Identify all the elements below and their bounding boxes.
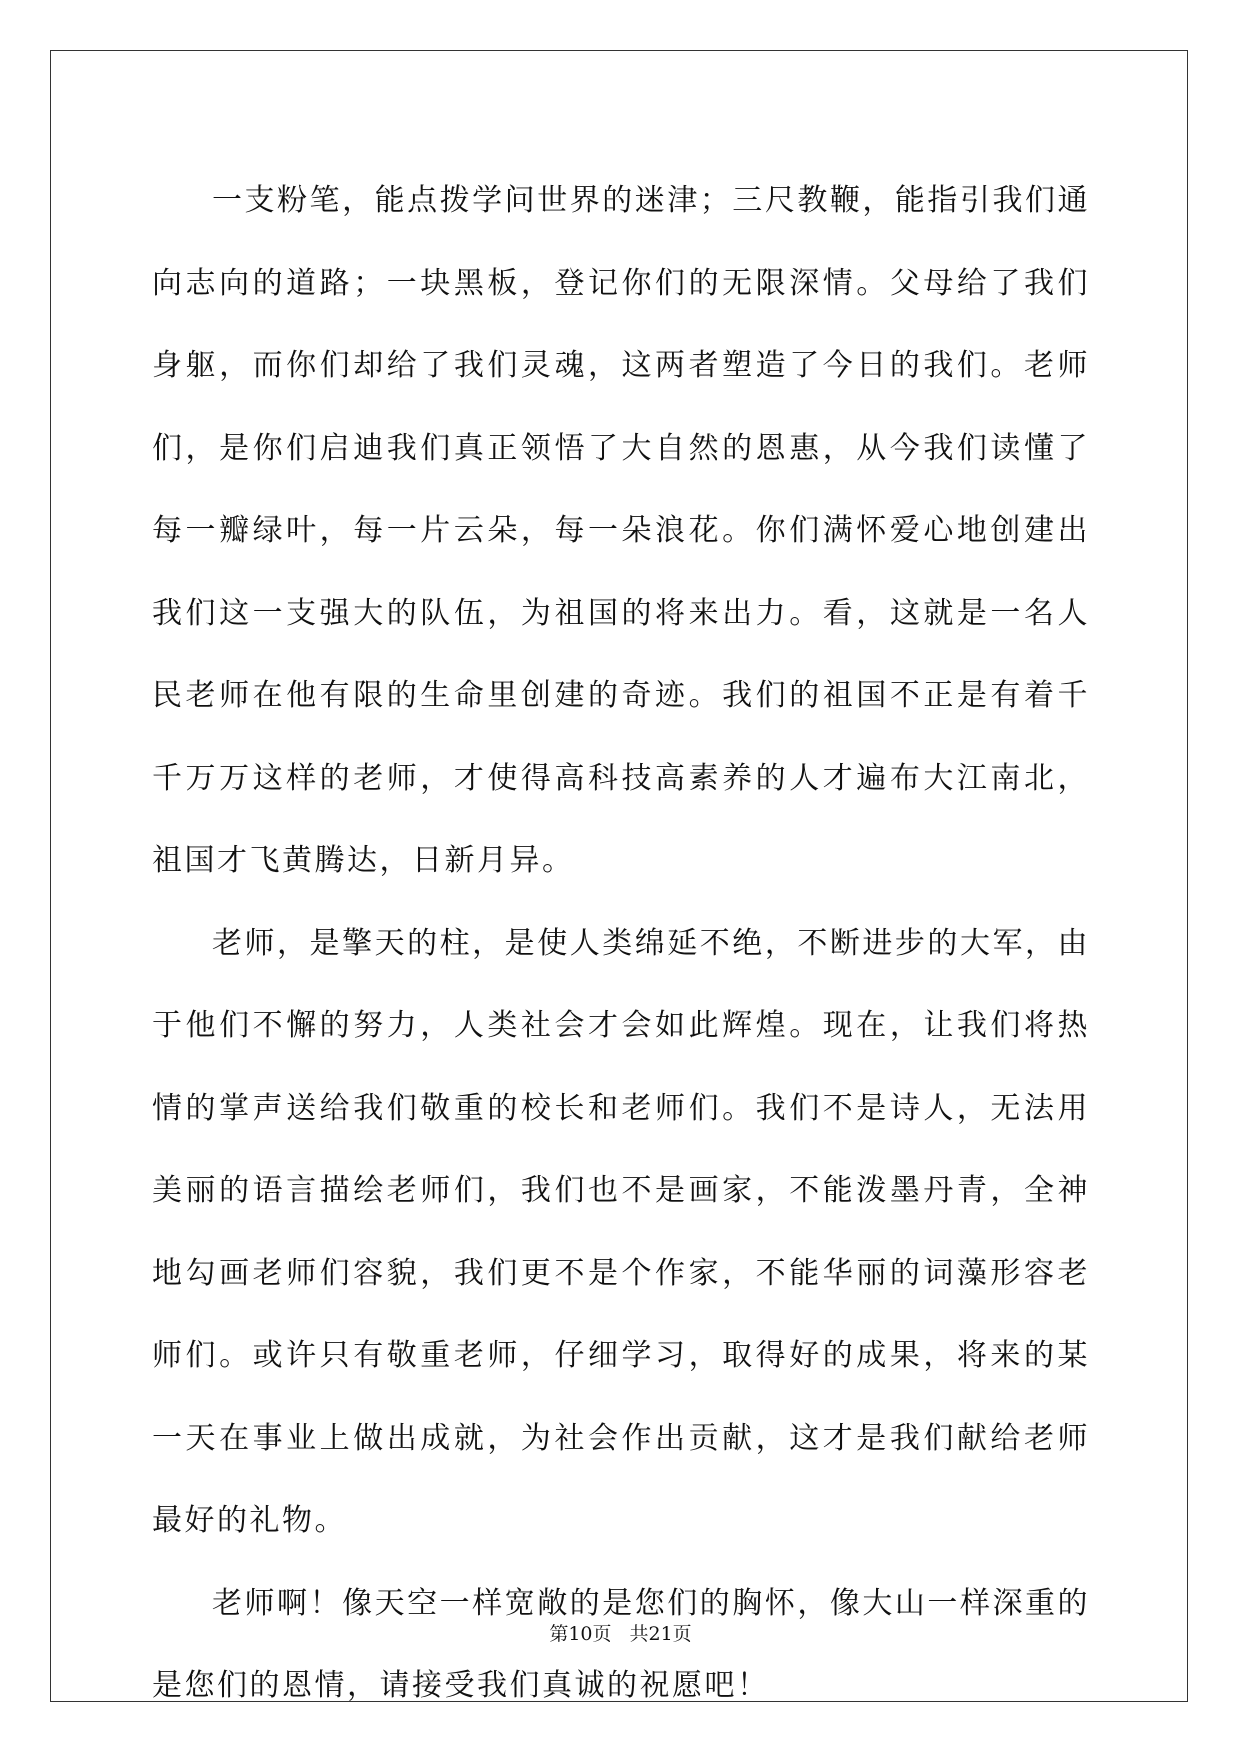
paragraph-2: 老师，是擎天的柱，是使人类绵延不绝，不断进步的大军，由于他们不懈的努力，人类社会才会如此辉煌。现在，让我们将热情的掌声送给我们敬重的校长和老师们。我们不是诗人，无法用美丽的语言描绘老师们，我们也不是画家，不能泼墨丹青，全神地勾画老师们容貌，我们更不是个作家，不能华丽的词藻形容老师们。或许只有敬重老师，仔细学习，取得好的成果，将来的某一天在事业上做出成就，为社会作出贡献，这才是我们献给老师最好的礼物。 — [152, 925, 1090, 1538]
document-body — [152, 160, 1090, 1728]
paragraph-3: 老师啊！像天空一样宽敞的是您们的胸怀，像大山一样深重的是您们的恩情，请接受我们真诚的祝愿吧！ — [152, 1585, 1090, 1703]
paragraph-1: 一支粉笔，能点拨学问世界的迷津；三尺教鞭，能指引我们通向志向的道路；一块黑板，登记你们的无限深情。父母给了我们身躯，而你们却给了我们灵魂，这两者塑造了今日的我们。老师们，是你们启迪我们真正领悟了大自然的恩惠，从今我们读懂了每一瓣绿叶，每一片云朵，每一朵浪花。你们满怀爱心地创建出我们这一支强大的队伍，为祖国的将来出力。看，这就是一名人民老师在他有限的生命里创建的奇迹。我们的祖国不正是有着千千万万这样的老师，才使得高科技高素养的人才遍布大江南北，祖国才飞黄腾达，日新月异。 — [152, 183, 1090, 878]
page-total: 共21页 — [629, 1623, 692, 1645]
page-number: 第10页 — [549, 1623, 612, 1645]
page-footer — [0, 1622, 1241, 1646]
